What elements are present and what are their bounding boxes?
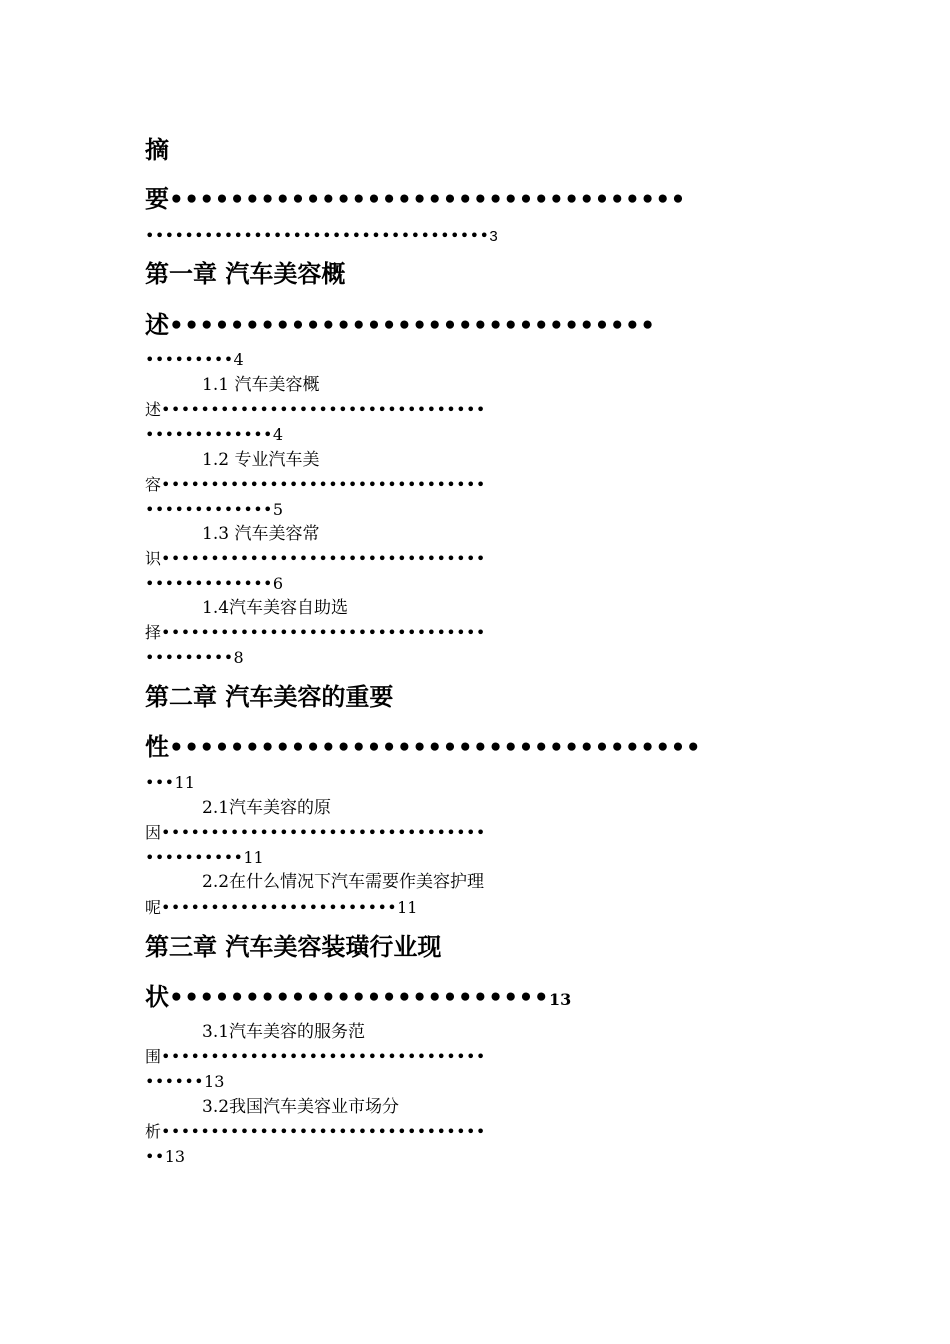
toc-section-3-2-cont [145, 1149, 185, 1165]
toc-ch1-tail: 述•••••••••••••••••••••••••••••••• [145, 311, 656, 339]
toc-section-2-1-title[interactable]: 2.1汽车美容的原 [202, 798, 332, 818]
toc-leader: ••••••••••••••••••••••••••••••••• [161, 1122, 486, 1141]
toc-section-1-2-tail: 容••••••••••••••••••••••••••••••••• [145, 475, 486, 494]
toc-page-number: 11 [243, 848, 264, 867]
toc-section-2-2-tail: 呢••••••••••••••••••••••••11 [145, 898, 418, 917]
toc-ch2-tail: 性••••••••••••••••••••••••••••••••••• [145, 733, 702, 761]
toc-leader: ••••••••••••••••••••••••••••••••• [161, 549, 486, 568]
toc-page-number: 5 [272, 500, 284, 519]
toc-leader: ••••••••••••••••••••••••••••••••• [161, 475, 486, 494]
toc-leader: •• [145, 1147, 165, 1166]
toc-leader: ••••••••••••••••••••••••••••••••• [161, 823, 486, 842]
toc-leader: •••••••••••••••••••••••••••••••• [169, 313, 656, 339]
toc-section-1-1-title[interactable]: 1.1 汽车美容概 [202, 375, 320, 395]
toc-ch2-title[interactable]: 第二章 汽车美容的重要 [145, 683, 394, 711]
toc-section-3-2-tail: 析••••••••••••••••••••••••••••••••• [145, 1122, 486, 1141]
toc-leader: ••••••••• [145, 648, 234, 667]
toc-abstract-cont [145, 228, 498, 244]
toc-section-1-3-title[interactable]: 1.3 汽车美容常 [202, 524, 320, 544]
toc-ch1-title[interactable]: 第一章 汽车美容概 [145, 260, 346, 288]
toc-section-2-2-title[interactable]: 2.2在什么情况下汽车需要作美容护理 [202, 872, 485, 892]
toc-leader: •••••••••• [145, 848, 244, 867]
toc-page-number: 4 [233, 350, 244, 369]
toc-section-1-3-tail: 识••••••••••••••••••••••••••••••••• [145, 549, 486, 568]
toc-leader: •••••• [145, 1072, 205, 1091]
toc-section-1-4-tail: 择••••••••••••••••••••••••••••••••• [145, 623, 486, 642]
toc-page-number: 13 [164, 1147, 186, 1166]
toc-ch1-cont [145, 352, 244, 368]
toc-leader: •••••••••••••••••••••••• [161, 898, 398, 917]
toc-leader: ••• [145, 773, 175, 792]
toc-section-1-2-title[interactable]: 1.2 专业汽车美 [202, 450, 320, 470]
toc-ch2-cont [145, 775, 195, 791]
toc-leader: ••••••••••••••••••••••••••••••••• [161, 623, 486, 642]
toc-section-1-1-cont [145, 427, 283, 443]
toc-page-number: 11 [397, 898, 418, 917]
toc-leader: ••••••••••••• [145, 574, 273, 593]
toc-ch3-tail: 状•••••••••••••••••••••••••13 [145, 983, 572, 1011]
toc-leader: ••••••••••••••••••••••••••••••••••• [145, 226, 490, 245]
toc-page-number: 6 [272, 574, 284, 593]
toc-page-number: 3 [489, 228, 498, 245]
toc-section-3-1-title[interactable]: 3.1汽车美容的服务范 [202, 1022, 366, 1042]
toc-page-number: 13 [204, 1072, 225, 1091]
toc-leader: ••••••••••••••••••••••••• [169, 985, 550, 1011]
toc-page-number: 4 [272, 425, 284, 444]
toc-abstract-char1: 摘 [145, 136, 169, 164]
toc-page-number: 11 [174, 773, 195, 792]
toc-page-number: 13 [549, 990, 572, 1009]
toc-section-1-2-cont [145, 502, 283, 518]
toc-page-number: 8 [233, 648, 244, 667]
toc-leader: ••••••••••••••••••••••••••••••••• [161, 1047, 486, 1066]
toc-section-1-4-cont [145, 650, 244, 666]
toc-abstract-char2: 要 [145, 185, 169, 213]
toc-section-1-1-tail: 述••••••••••••••••••••••••••••••••• [145, 400, 486, 419]
toc-leader: ••••••••••••••••••••••••••••••••••• [169, 735, 702, 761]
toc-section-3-2-title[interactable]: 3.2我国汽车美容业市场分 [202, 1097, 400, 1117]
toc-leader: ••••••••••••• [145, 425, 273, 444]
toc-section-3-1-tail: 围••••••••••••••••••••••••••••••••• [145, 1047, 486, 1066]
toc-abstract-entry[interactable] [145, 187, 686, 212]
toc-leader: ••••••••• [145, 350, 234, 369]
toc-section-1-3-cont [145, 576, 283, 592]
toc-section-2-1-cont [145, 850, 264, 866]
toc-section-3-1-cont [145, 1074, 224, 1090]
toc-abstract-title-line1 [145, 138, 169, 162]
toc-leader: ••••••••••••••••••••••••••••••••• [161, 400, 486, 419]
toc-leader: ••••••••••••• [145, 500, 273, 519]
toc-ch3-title[interactable]: 第三章 汽车美容装璜行业现 [145, 933, 442, 961]
toc-section-2-1-tail: 因••••••••••••••••••••••••••••••••• [145, 823, 486, 842]
toc-section-1-4-title[interactable]: 1.4汽车美容自助选 [202, 598, 349, 618]
toc-leader: •••••••••••••••••••••••••••••••••• [169, 187, 686, 213]
